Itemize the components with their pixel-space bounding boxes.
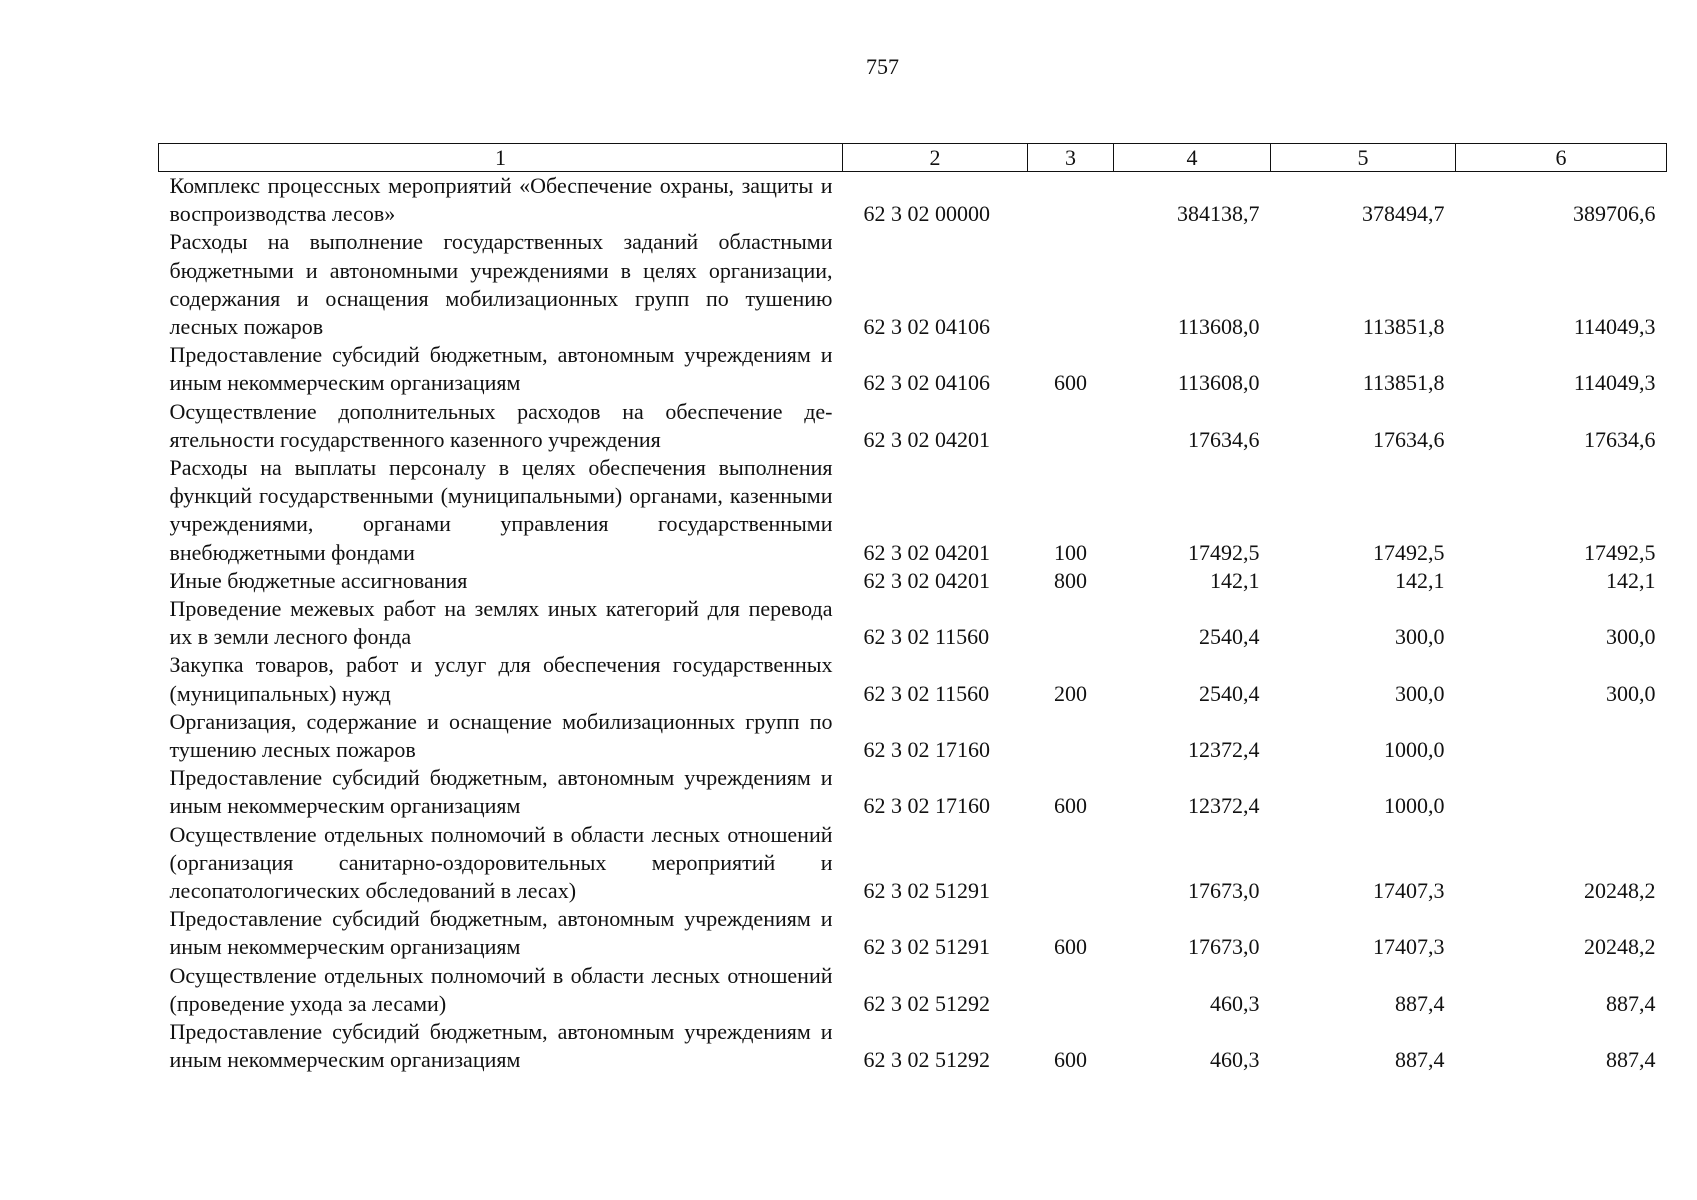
row-expense-type: 800 bbox=[1054, 567, 1087, 593]
row-value-col5: 887,4 bbox=[1395, 1047, 1445, 1073]
row-value-col5: 300,0 bbox=[1395, 680, 1445, 706]
row-value-col5: 378494,7 bbox=[1362, 201, 1445, 227]
row-name: Иные бюджетные ассигнования bbox=[169, 567, 468, 593]
table-row bbox=[159, 398, 1667, 454]
row-expense-type bbox=[1028, 398, 1114, 454]
row-code: 62 3 02 04201 bbox=[863, 539, 990, 565]
table-row bbox=[159, 764, 1667, 820]
row-name: Предоставление субсидий бюджетным, автономным учреждениям и иным некоммерческим организациям bbox=[169, 765, 833, 819]
header-col-1: 1 bbox=[159, 144, 843, 172]
row-value-col5: 1000,0 bbox=[1384, 737, 1445, 763]
row-code: 62 3 02 17160 bbox=[863, 793, 990, 819]
row-name: Предоставление субсидий бюджетным, автономным учреждениям и иным некоммерческим организациям bbox=[169, 1019, 833, 1073]
table-row bbox=[159, 651, 1667, 707]
header-col-6: 6 bbox=[1456, 144, 1667, 172]
row-expense-type: 600 bbox=[1054, 370, 1087, 396]
row-value-col4: 17673,0 bbox=[1188, 934, 1260, 960]
row-expense-type: 600 bbox=[1054, 1047, 1087, 1073]
row-value-col4: 17492,5 bbox=[1188, 539, 1260, 565]
row-expense-type bbox=[1028, 595, 1114, 651]
row-value-col5: 113851,8 bbox=[1362, 370, 1445, 396]
row-expense-type bbox=[1028, 172, 1114, 229]
row-value-col6 bbox=[1456, 708, 1667, 764]
row-value-col6: 887,4 bbox=[1606, 990, 1656, 1016]
row-value-col6: 142,1 bbox=[1606, 567, 1656, 593]
row-value-col4: 142,1 bbox=[1210, 567, 1260, 593]
table-row bbox=[159, 905, 1667, 961]
row-code: 62 3 02 51292 bbox=[863, 1047, 990, 1073]
row-value-col6: 887,4 bbox=[1606, 1047, 1656, 1073]
table-row bbox=[159, 228, 1667, 341]
table-header bbox=[159, 144, 1667, 172]
row-code: 62 3 02 17160 bbox=[863, 737, 990, 763]
row-value-col6: 17492,5 bbox=[1584, 539, 1656, 565]
row-name: Осуществление дополнительных расходов на обеспечение деятельности государственного казенного учреждения bbox=[169, 398, 833, 452]
row-name: Закупка товаров, работ и услуг для обеспечения государственных (муниципальных) нужд bbox=[169, 652, 833, 706]
header-col-4: 4 bbox=[1114, 144, 1271, 172]
row-value-col5: 300,0 bbox=[1395, 624, 1445, 650]
row-value-col4: 460,3 bbox=[1210, 990, 1260, 1016]
row-value-col4: 12372,4 bbox=[1188, 737, 1260, 763]
row-expense-type bbox=[1028, 708, 1114, 764]
row-value-col5: 17407,3 bbox=[1373, 878, 1445, 904]
row-value-col5: 142,1 bbox=[1395, 567, 1445, 593]
row-expense-type bbox=[1028, 821, 1114, 906]
row-value-col6: 389706,6 bbox=[1573, 201, 1656, 227]
row-value-col6: 300,0 bbox=[1606, 624, 1656, 650]
row-value-col6: 114049,3 bbox=[1573, 314, 1656, 340]
header-row bbox=[159, 144, 1667, 172]
row-value-col5: 113851,8 bbox=[1362, 314, 1445, 340]
row-expense-type: 600 bbox=[1054, 934, 1087, 960]
row-value-col6 bbox=[1456, 764, 1667, 820]
row-value-col4: 460,3 bbox=[1210, 1047, 1260, 1073]
row-code: 62 3 02 51292 bbox=[863, 990, 990, 1016]
row-expense-type: 200 bbox=[1054, 680, 1087, 706]
row-value-col4: 2540,4 bbox=[1199, 624, 1260, 650]
row-code: 62 3 02 00000 bbox=[863, 201, 990, 227]
row-value-col6: 17634,6 bbox=[1584, 426, 1656, 452]
row-name: Предоставление субсидий бюджетным, автономным учреждениям и иным некоммерческим организациям bbox=[169, 342, 833, 396]
row-value-col6: 20248,2 bbox=[1584, 934, 1656, 960]
header-col-2: 2 bbox=[843, 144, 1028, 172]
row-value-col5: 887,4 bbox=[1395, 990, 1445, 1016]
row-value-col4: 17634,6 bbox=[1188, 426, 1260, 452]
row-value-col4: 2540,4 bbox=[1199, 680, 1260, 706]
row-value-col4: 12372,4 bbox=[1188, 793, 1260, 819]
table-row bbox=[159, 341, 1667, 397]
row-code: 62 3 02 04106 bbox=[863, 314, 990, 340]
row-code: 62 3 02 04106 bbox=[863, 370, 990, 396]
table-row bbox=[159, 454, 1667, 567]
row-value-col5: 17492,5 bbox=[1373, 539, 1445, 565]
row-name: Расходы на выплаты персоналу в целях обеспечения выполнения функций государственными (муниципальными) органами, казенными учреждениями, органами управления государственными внебюджетными фондами bbox=[169, 455, 833, 565]
table-row bbox=[159, 708, 1667, 764]
row-value-col4: 17673,0 bbox=[1188, 878, 1260, 904]
row-code: 62 3 02 11560 bbox=[863, 624, 990, 650]
row-value-col5: 17634,6 bbox=[1373, 426, 1445, 452]
row-name: Осуществление отдельных полномочий в области лесных отношений (проведение ухода за лесами) bbox=[169, 962, 833, 1016]
row-name: Организация, содержание и оснащение мобилизационных групп по тушению лесных пожаров bbox=[169, 708, 833, 763]
table-row bbox=[159, 962, 1667, 1018]
row-name: Комплекс процессных мероприятий «Обеспечение охраны, защиты и воспроизводства лесов» bbox=[169, 173, 833, 227]
header-col-5: 5 bbox=[1271, 144, 1456, 172]
row-name: Расходы на выполнение государственных заданий областными бюджетными и автономными учреждениями в целях организации, содержания и оснащения мобилизационных групп по тушению лесных пожаров bbox=[169, 229, 833, 340]
row-expense-type: 600 bbox=[1054, 793, 1087, 819]
row-value-col4: 113608,0 bbox=[1177, 314, 1260, 340]
row-value-col4: 113608,0 bbox=[1177, 370, 1260, 396]
row-name: Осуществление отдельных полномочий в области лесных отношений (организация санитарно-оздоровительных мероприятий и лесопатологических обследований в лесах) bbox=[169, 821, 833, 904]
row-code: 62 3 02 51291 bbox=[863, 934, 990, 960]
row-expense-type bbox=[1028, 228, 1114, 341]
table-body bbox=[159, 172, 1667, 1075]
row-code: 62 3 02 04201 bbox=[863, 426, 990, 452]
row-value-col6: 20248,2 bbox=[1584, 878, 1656, 904]
header-col-3: 3 bbox=[1028, 144, 1114, 172]
table-row bbox=[159, 567, 1667, 595]
budget-table bbox=[158, 143, 1667, 1075]
table-row bbox=[159, 821, 1667, 906]
row-expense-type bbox=[1028, 962, 1114, 1018]
page-number: 757 bbox=[866, 54, 899, 79]
row-value-col5: 17407,3 bbox=[1373, 934, 1445, 960]
row-name: Предоставление субсидий бюджетным, автономным учреждениям и иным некоммерческим организациям bbox=[169, 906, 833, 960]
row-value-col6: 114049,3 bbox=[1573, 370, 1656, 396]
table-row bbox=[159, 1018, 1667, 1074]
row-value-col5: 1000,0 bbox=[1384, 793, 1445, 819]
row-code: 62 3 02 51291 bbox=[863, 878, 990, 904]
table-row bbox=[159, 172, 1667, 229]
row-code: 62 3 02 11560 bbox=[863, 680, 990, 706]
row-value-col4: 384138,7 bbox=[1177, 201, 1260, 227]
row-code: 62 3 02 04201 bbox=[863, 567, 990, 593]
row-value-col6: 300,0 bbox=[1606, 680, 1656, 706]
table-row bbox=[159, 595, 1667, 651]
row-expense-type: 100 bbox=[1054, 539, 1087, 565]
row-name: Проведение межевых работ на землях иных категорий для перевода их в земли лесного фонда bbox=[169, 596, 833, 650]
